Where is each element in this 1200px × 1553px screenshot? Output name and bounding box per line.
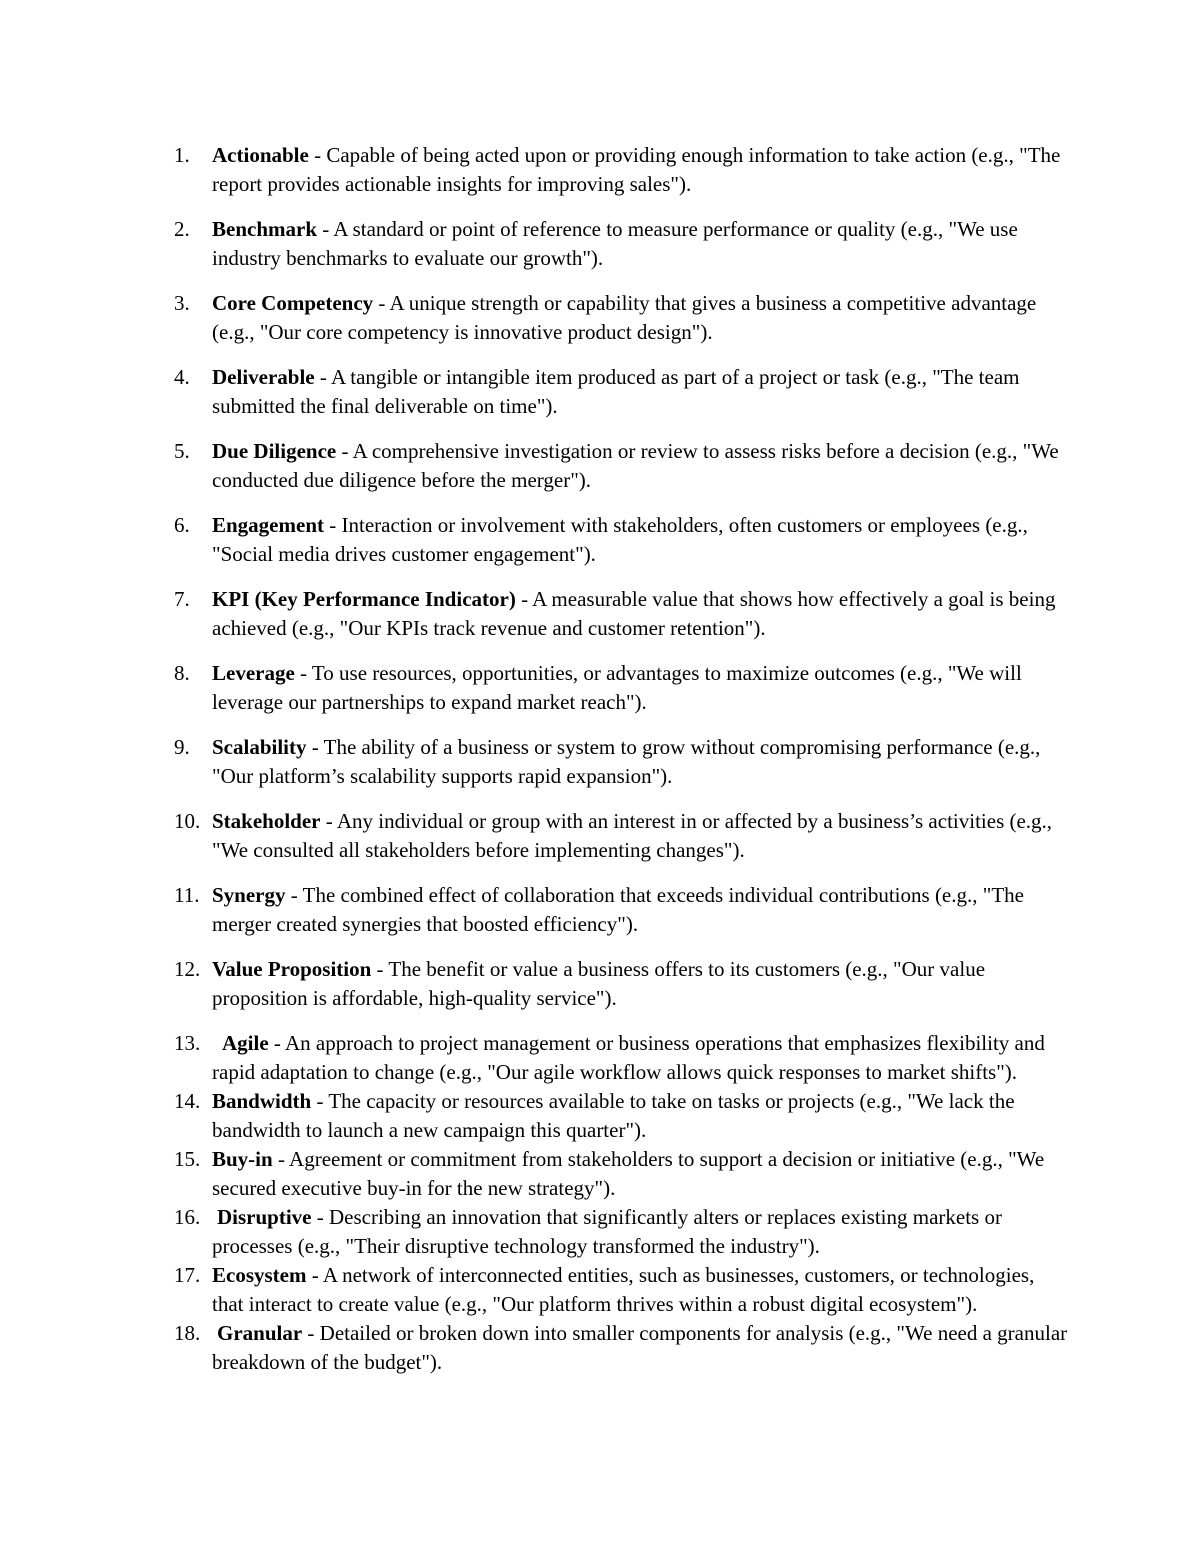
term-word: Engagement <box>212 513 324 537</box>
item-number: 3. <box>174 291 190 315</box>
term-word: Granular <box>217 1321 303 1345</box>
item-number: 10. <box>174 809 201 833</box>
item-number: 12. <box>174 957 201 981</box>
list-item <box>0 1261 1200 1319</box>
term-definition: - Agreement or commitment from stakeholders to support a decision or initiative (e.g., "We secured executive buy-in for the new strategy"). <box>212 1147 1045 1200</box>
item-number: 7. <box>174 587 190 611</box>
list-item <box>0 511 1200 569</box>
term-definition: - A measurable value that shows how effectively a goal is being achieved (e.g., "Our KPIs track revenue and customer retention"). <box>212 587 1056 640</box>
item-number: 17. <box>174 1263 201 1287</box>
item-number: 1. <box>174 143 190 167</box>
item-number: 15. <box>174 1147 201 1171</box>
list-item <box>0 363 1200 421</box>
term-word: Actionable <box>212 143 309 167</box>
term-definition: - The combined effect of collaboration that exceeds individual contributions (e.g., "The merger created synergies that boosted efficiency"). <box>212 883 1024 936</box>
list-item <box>0 585 1200 643</box>
item-number: 4. <box>174 365 190 389</box>
term-definition: - Interaction or involvement with stakeholders, often customers or employees (e.g., "Social media drives customer engagement"). <box>212 513 1028 566</box>
item-number: 9. <box>174 735 190 759</box>
item-number: 14. <box>174 1089 201 1113</box>
term-word: Ecosystem <box>212 1263 307 1287</box>
business-terms-list <box>0 141 1200 1377</box>
term-definition: - Describing an innovation that significantly alters or replaces existing markets or processes (e.g., "Their disruptive technology transformed the industry"). <box>212 1205 1002 1258</box>
item-number: 6. <box>174 513 190 537</box>
term-word: Bandwidth <box>212 1089 312 1113</box>
term-definition: - An approach to project management or business operations that emphasizes flexibility and rapid adaptation to change (e.g., "Our agile workflow allows quick responses to market shifts"). <box>212 1031 1045 1084</box>
list-item <box>0 733 1200 791</box>
term-word: Due Diligence <box>212 439 337 463</box>
term-definition: - A network of interconnected entities, such as businesses, customers, or technologies, that interact to create value (e.g., "Our platform thrives within a robust digital ecosystem"). <box>212 1263 1035 1316</box>
item-number: 5. <box>174 439 190 463</box>
list-item <box>0 955 1200 1013</box>
term-word: Agile <box>222 1031 269 1055</box>
term-word: Deliverable <box>212 365 315 389</box>
term-word: Synergy <box>212 883 286 907</box>
term-definition: - The capacity or resources available to take on tasks or projects (e.g., "We lack the bandwidth to launch a new campaign this quarter"). <box>212 1089 1015 1142</box>
item-number: 2. <box>174 217 190 241</box>
item-number: 8. <box>174 661 190 685</box>
list-item <box>0 1203 1200 1261</box>
list-item <box>0 659 1200 717</box>
term-definition: - Any individual or group with an interest in or affected by a business’s activities (e.g., "We consulted all stakeholders before implementing changes"). <box>212 809 1053 862</box>
item-number: 18. <box>174 1321 201 1345</box>
term-definition: - A standard or point of reference to measure performance or quality (e.g., "We use industry benchmarks to evaluate our growth"). <box>212 217 1018 270</box>
list-item <box>0 1145 1200 1203</box>
term-word: Disruptive <box>217 1205 312 1229</box>
term-definition: - A comprehensive investigation or review to assess risks before a decision (e.g., "We conducted due diligence before the merger"). <box>212 439 1059 492</box>
term-word: KPI (Key Performance Indicator) <box>212 587 516 611</box>
list-item <box>0 437 1200 495</box>
term-definition: - To use resources, opportunities, or advantages to maximize outcomes (e.g., "We will leverage our partnerships to expand market reach"). <box>212 661 1022 714</box>
term-word: Core Competency <box>212 291 374 315</box>
item-number: 11. <box>174 883 200 907</box>
term-definition: - A tangible or intangible item produced as part of a project or task (e.g., "The team submitted the final deliverable on time"). <box>212 365 1020 418</box>
term-word: Value Proposition <box>212 957 372 981</box>
term-definition: - Detailed or broken down into smaller components for analysis (e.g., "We need a granular breakdown of the budget"). <box>212 1321 1068 1374</box>
list-item <box>0 881 1200 939</box>
term-word: Leverage <box>212 661 295 685</box>
list-item <box>0 289 1200 347</box>
list-item <box>0 1029 1200 1087</box>
term-definition: - A unique strength or capability that gives a business a competitive advantage (e.g., "Our core competency is innovative product design"). <box>212 291 1037 344</box>
term-definition: - The ability of a business or system to grow without compromising performance (e.g., "Our platform’s scalability supports rapid expansion"). <box>212 735 1041 788</box>
list-item <box>0 807 1200 865</box>
term-definition: - Capable of being acted upon or providing enough information to take action (e.g., "The report provides actionable insights for improving sales"). <box>212 143 1061 196</box>
item-number: 13. <box>174 1031 201 1055</box>
list-item <box>0 1319 1200 1377</box>
item-number: 16. <box>174 1205 201 1229</box>
term-word: Benchmark <box>212 217 317 241</box>
list-item <box>0 141 1200 199</box>
term-word: Stakeholder <box>212 809 321 833</box>
list-item <box>0 1087 1200 1145</box>
list-item <box>0 215 1200 273</box>
term-definition: - The benefit or value a business offers to its customers (e.g., "Our value proposition is affordable, high-quality service"). <box>212 957 986 1010</box>
term-word: Scalability <box>212 735 307 759</box>
term-word: Buy-in <box>212 1147 273 1171</box>
